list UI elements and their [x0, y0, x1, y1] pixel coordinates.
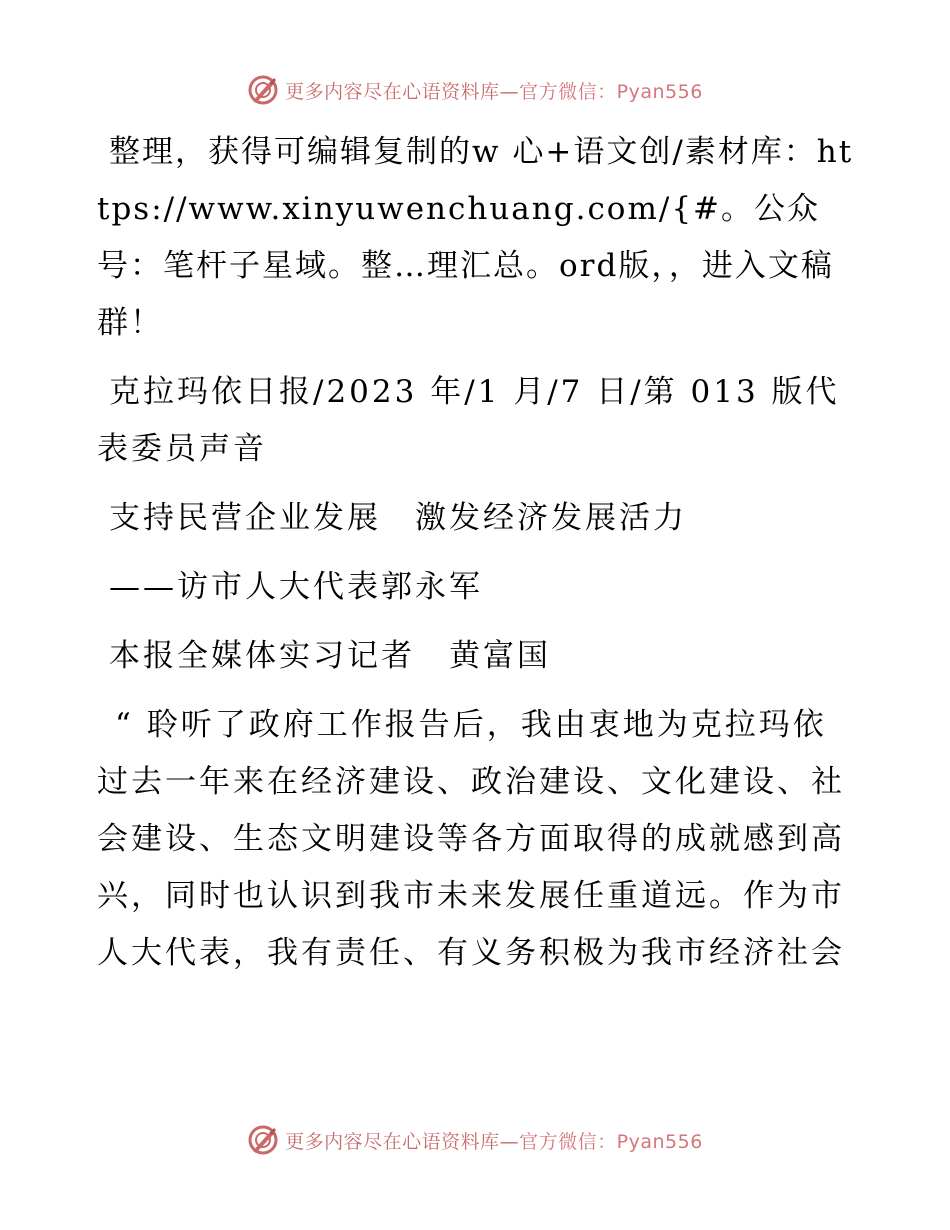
article-headline: 支持民营企业发展 激发经济发展活力	[109, 500, 687, 536]
article-byline: 本报全媒体实习记者 黄富国	[109, 638, 551, 674]
banner-site-name: 更多内容尽在心语资料库	[285, 80, 500, 103]
intro-notice: 整理，获得可编辑复制的w 心+语文创/素材库：https://www.xinyuwenchuang.com/{#。公众号：笔杆子星域。整…理汇总。ord版，，进入文稿群！	[97, 134, 854, 341]
pen-logo-icon	[247, 74, 279, 106]
pen-logo-icon	[247, 1124, 279, 1156]
banner-text	[285, 1127, 703, 1154]
banner-separator: —	[499, 80, 520, 103]
document-body	[97, 124, 857, 994]
banner-wechat: 官方微信：Pyan556	[519, 80, 703, 103]
banner-site-name: 更多内容尽在心语资料库	[285, 1130, 500, 1153]
banner-text	[285, 77, 703, 104]
source-line: 克拉玛依日报/2023 年/1 月/7 日/第 013 版代表委员声音	[97, 374, 840, 467]
banner-separator: —	[499, 1130, 520, 1153]
header-watermark-banner	[0, 70, 950, 110]
article-subhead: ——访市人大代表郭永军	[109, 569, 483, 605]
banner-wechat: 官方微信：Pyan556	[519, 1130, 703, 1153]
footer-watermark-banner	[0, 1120, 950, 1160]
article-paragraph: “ 聆听了政府工作报告后，我由衷地为克拉玛依过去一年来在经济建设、政治建设、文化建设、社会建设、生态文明建设等各方面取得的成就感到高兴，同时也认识到我市未来发展任重道远。作为市人大代表，我有责任、有义务积极为我市经济社会	[97, 707, 845, 971]
